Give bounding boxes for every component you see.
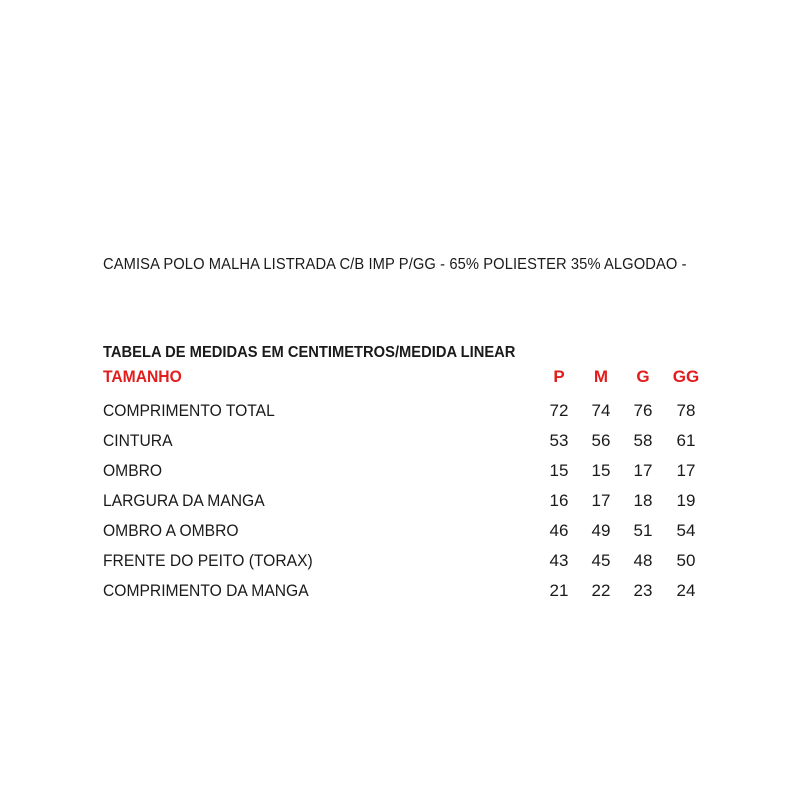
table-header-row	[103, 366, 703, 396]
row-value: 17	[633, 461, 653, 480]
row-value: 58	[633, 431, 653, 450]
row-value: 16	[549, 491, 569, 510]
row-value: 76	[633, 401, 653, 420]
table-row	[103, 546, 703, 576]
row-value: 61	[676, 431, 696, 450]
header-label: TAMANHO	[103, 367, 182, 386]
header-size: P	[553, 367, 565, 386]
row-value: 50	[676, 551, 696, 570]
row-value: 15	[591, 461, 611, 480]
row-value: 21	[549, 581, 569, 600]
row-value: 53	[549, 431, 569, 450]
row-value: 49	[591, 521, 611, 540]
table-row	[103, 396, 703, 426]
table-row	[103, 456, 703, 486]
row-value: 17	[676, 461, 696, 480]
row-label: COMPRIMENTO TOTAL	[103, 401, 275, 420]
row-value: 17	[591, 491, 611, 510]
row-label: CINTURA	[103, 431, 173, 450]
row-value: 22	[591, 581, 611, 600]
table-row	[103, 516, 703, 546]
row-label: COMPRIMENTO DA MANGA	[103, 581, 309, 600]
table-title: TABELA DE MEDIDAS EM CENTIMETROS/MEDIDA LINEAR	[103, 344, 516, 361]
product-description: CAMISA POLO MALHA LISTRADA C/B IMP P/GG - 65% POLIESTER 35% ALGODAO -	[103, 256, 687, 273]
table-row	[103, 576, 703, 606]
row-value: 46	[549, 521, 569, 540]
row-value: 54	[676, 521, 696, 540]
row-value: 72	[549, 401, 569, 420]
header-size: M	[593, 367, 609, 386]
row-value: 24	[676, 581, 696, 600]
row-label: LARGURA DA MANGA	[103, 491, 265, 510]
size-table	[103, 342, 703, 606]
row-value: 56	[591, 431, 611, 450]
row-value: 78	[676, 401, 696, 420]
row-value: 51	[633, 521, 653, 540]
row-value: 18	[633, 491, 653, 510]
row-value: 43	[549, 551, 569, 570]
row-value: 45	[591, 551, 611, 570]
table-row	[103, 486, 703, 516]
row-value: 48	[633, 551, 653, 570]
row-label: OMBRO A OMBRO	[103, 521, 239, 540]
header-size: GG	[672, 367, 700, 386]
row-value: 23	[633, 581, 653, 600]
row-value: 19	[676, 491, 696, 510]
header-size: G	[636, 367, 650, 386]
row-label: OMBRO	[103, 461, 163, 480]
table-row	[103, 426, 703, 456]
row-value: 74	[591, 401, 611, 420]
row-label: FRENTE DO PEITO (TORAX)	[103, 551, 313, 570]
row-value: 15	[549, 461, 569, 480]
